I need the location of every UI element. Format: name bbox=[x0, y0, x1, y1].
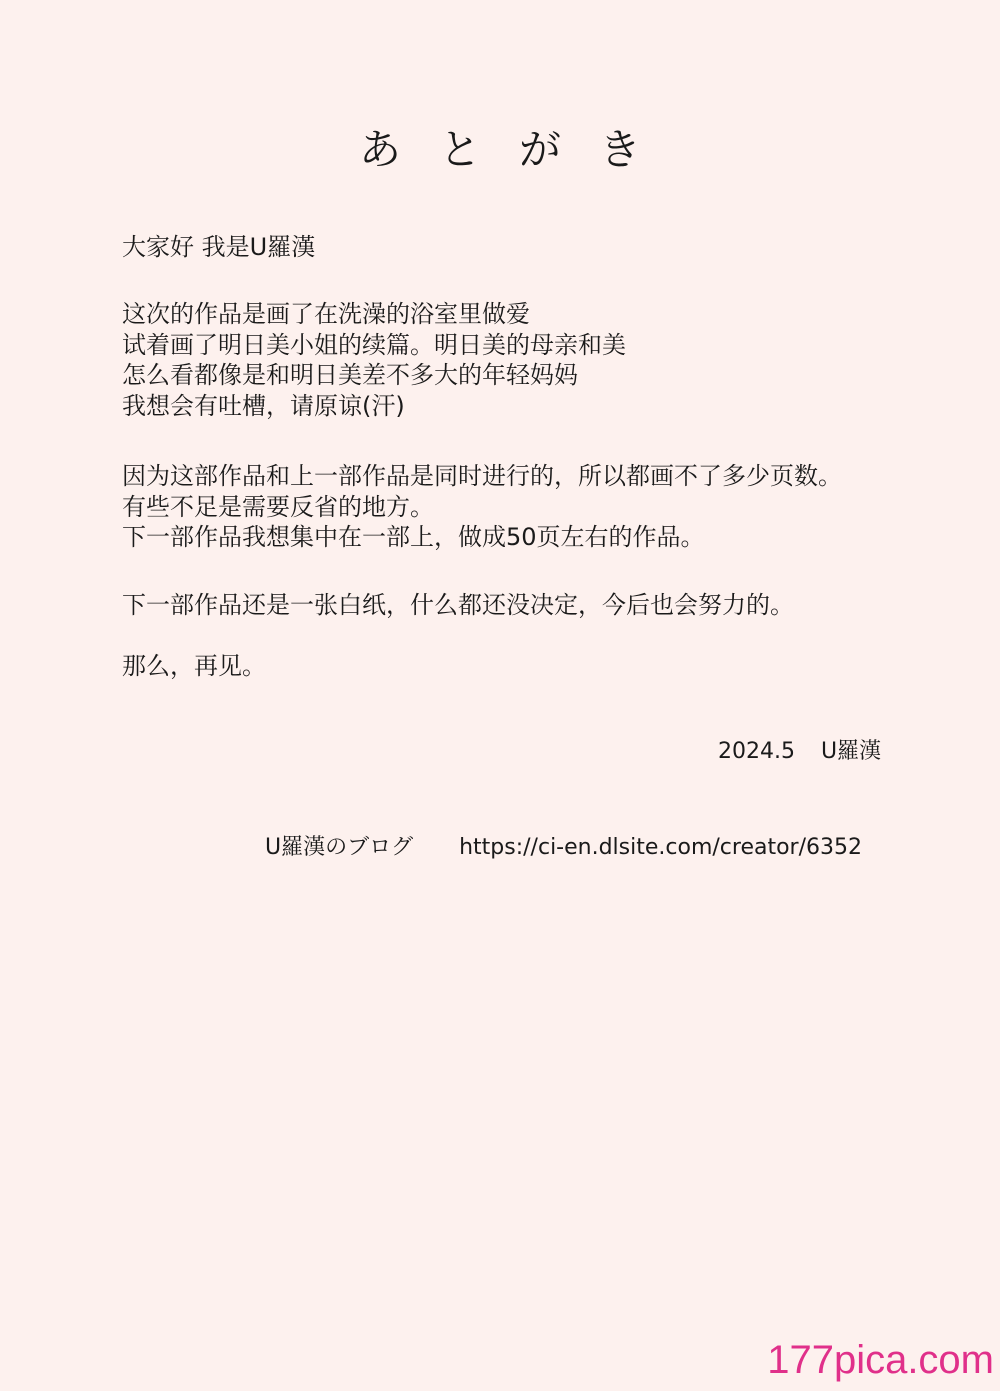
signature-date: 2024.5 bbox=[718, 739, 795, 764]
page-title: あとがき bbox=[358, 125, 679, 174]
paragraph-line: 怎么看都像是和明日美差不多大的年轻妈妈 bbox=[122, 361, 578, 389]
paragraph-1 bbox=[122, 299, 982, 421]
paragraph-line: 试着画了明日美小姐的续篇。明日美的母亲和美 bbox=[122, 330, 626, 359]
paragraph-line: 有些不足是需要反省的地方。 bbox=[122, 492, 434, 521]
greeting-text: 大家好 我是U羅漢 bbox=[122, 233, 316, 261]
paragraph-2 bbox=[122, 461, 982, 553]
signature-name: U羅漢 bbox=[820, 739, 882, 764]
site-watermark: 177pica.com bbox=[767, 1338, 994, 1382]
paragraph-line: 下一部作品我想集中在一部上，做成50页左右的作品。 bbox=[122, 523, 705, 551]
blog-label: U羅漢のブログ bbox=[265, 835, 414, 860]
paragraph-3 bbox=[122, 590, 982, 621]
signature bbox=[718, 737, 881, 767]
closing-text: 那么，再见。 bbox=[122, 652, 266, 680]
blog-line bbox=[265, 833, 862, 863]
paragraph-line: 下一部作品还是一张白纸，什么都还没决定，今后也会努力的。 bbox=[122, 591, 794, 619]
blog-url-link[interactable]: https://ci-en.dlsite.com/creator/6352 bbox=[459, 835, 862, 860]
paragraph-line: 我想会有吐槽，请原谅(汗) bbox=[122, 391, 405, 420]
paragraph-line: 因为这部作品和上一部作品是同时进行的，所以都画不了多少页数。 bbox=[122, 462, 842, 490]
paragraph-line: 这次的作品是画了在洗澡的浴室里做爱 bbox=[122, 300, 530, 328]
